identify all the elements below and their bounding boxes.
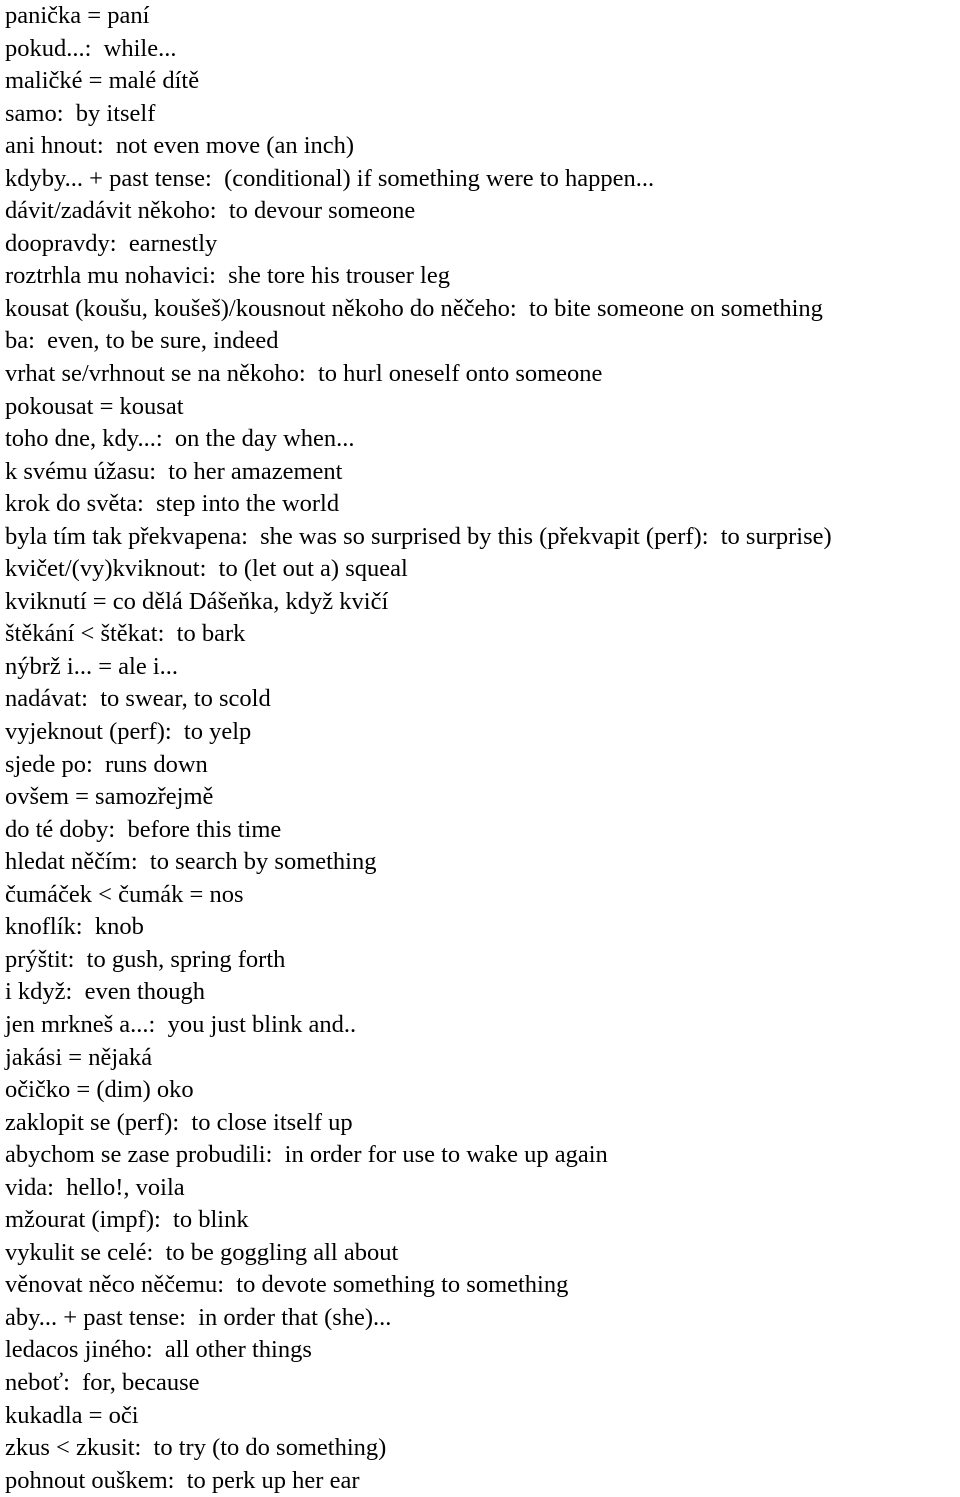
vocabulary-entry: toho dne, kdy...: on the day when... xyxy=(5,425,355,453)
vocabulary-entry: kousat (koušu, koušeš)/kousnout někoho do něčeho: to bite someone on something xyxy=(5,294,823,322)
vocabulary-entry: k svému úžasu: to her amazement xyxy=(5,457,343,485)
vocabulary-entry: mžourat (impf): to blink xyxy=(5,1206,249,1234)
vocabulary-entry: kviknutí = co dělá Dášeňka, když kvičí xyxy=(5,587,389,615)
vocabulary-entry: maličké = malé dítě xyxy=(5,67,200,95)
vocabulary-entry: sjede po: runs down xyxy=(5,750,208,778)
vocabulary-entry: byla tím tak překvapena: she was so surprised by this (překvapit (perf): to surprise) xyxy=(5,522,832,550)
vocabulary-entry: pokousat = kousat xyxy=(5,392,184,420)
vocabulary-entry: ba: even, to be sure, indeed xyxy=(5,327,279,355)
vocabulary-entry: knoflík: knob xyxy=(5,913,144,941)
vocabulary-entry: krok do světa: step into the world xyxy=(5,490,340,518)
vocabulary-entry: jakási = nějaká xyxy=(5,1043,153,1071)
vocabulary-entry: abychom se zase probudili: in order for use to wake up again xyxy=(5,1141,608,1169)
vocabulary-entry: i když: even though xyxy=(5,978,206,1006)
vocabulary-entry: kdyby... + past tense: (conditional) if something were to happen... xyxy=(5,164,655,192)
vocabulary-entry: zkus < zkusit: to try (to do something) xyxy=(5,1434,387,1462)
vocabulary-entry: ovšem = samozřejmě xyxy=(5,783,214,811)
vocabulary-entry: kukadla = oči xyxy=(5,1401,139,1429)
vocabulary-entry: jen mrkneš a...: you just blink and.. xyxy=(5,1010,357,1038)
vocabulary-entry: vykulit se celé: to be goggling all about xyxy=(5,1238,399,1266)
vocabulary-entry: věnovat něco něčemu: to devote something to something xyxy=(5,1271,569,1299)
vocabulary-entry: nýbrž i... = ale i... xyxy=(5,652,179,680)
vocabulary-list xyxy=(5,0,960,1497)
vocabulary-entry: dávit/zadávit někoho: to devour someone xyxy=(5,197,416,225)
vocabulary-entry: vida: hello!, voila xyxy=(5,1173,185,1201)
vocabulary-entry: pohnout ouškem: to perk up her ear xyxy=(5,1466,360,1494)
vocabulary-entry: panička = paní xyxy=(5,2,150,29)
vocabulary-entry: pokud...: while... xyxy=(5,34,177,62)
vocabulary-entry: kvičet/(vy)kviknout: to (let out a) squeal xyxy=(5,555,408,583)
vocabulary-entry: samo: by itself xyxy=(5,99,156,127)
vocabulary-entry: štěkání < štěkat: to bark xyxy=(5,620,246,648)
vocabulary-entry: ledacos jiného: all other things xyxy=(5,1336,312,1364)
vocabulary-entry: nadávat: to swear, to scold xyxy=(5,685,271,713)
vocabulary-entry: vrhat se/vrhnout se na někoho: to hurl oneself onto someone xyxy=(5,360,603,388)
vocabulary-entry: aby... + past tense: in order that (she)... xyxy=(5,1303,392,1331)
vocabulary-entry: roztrhla mu nohavici: she tore his trouser leg xyxy=(5,262,450,290)
vocabulary-entry: vyjeknout (perf): to yelp xyxy=(5,718,252,746)
vocabulary-entry: doopravdy: earnestly xyxy=(5,229,218,257)
vocabulary-entry: hledat něčím: to search by something xyxy=(5,848,377,876)
vocabulary-entry: do té doby: before this time xyxy=(5,815,282,843)
vocabulary-entry: čumáček < čumák = nos xyxy=(5,880,244,908)
vocabulary-entry: očičko = (dim) oko xyxy=(5,1076,194,1104)
vocabulary-entry: prýštit: to gush, spring forth xyxy=(5,945,286,973)
vocabulary-entry: zaklopit se (perf): to close itself up xyxy=(5,1108,353,1136)
vocabulary-entry: neboť: for, because xyxy=(5,1368,200,1396)
vocabulary-entry: ani hnout: not even move (an inch) xyxy=(5,132,355,160)
